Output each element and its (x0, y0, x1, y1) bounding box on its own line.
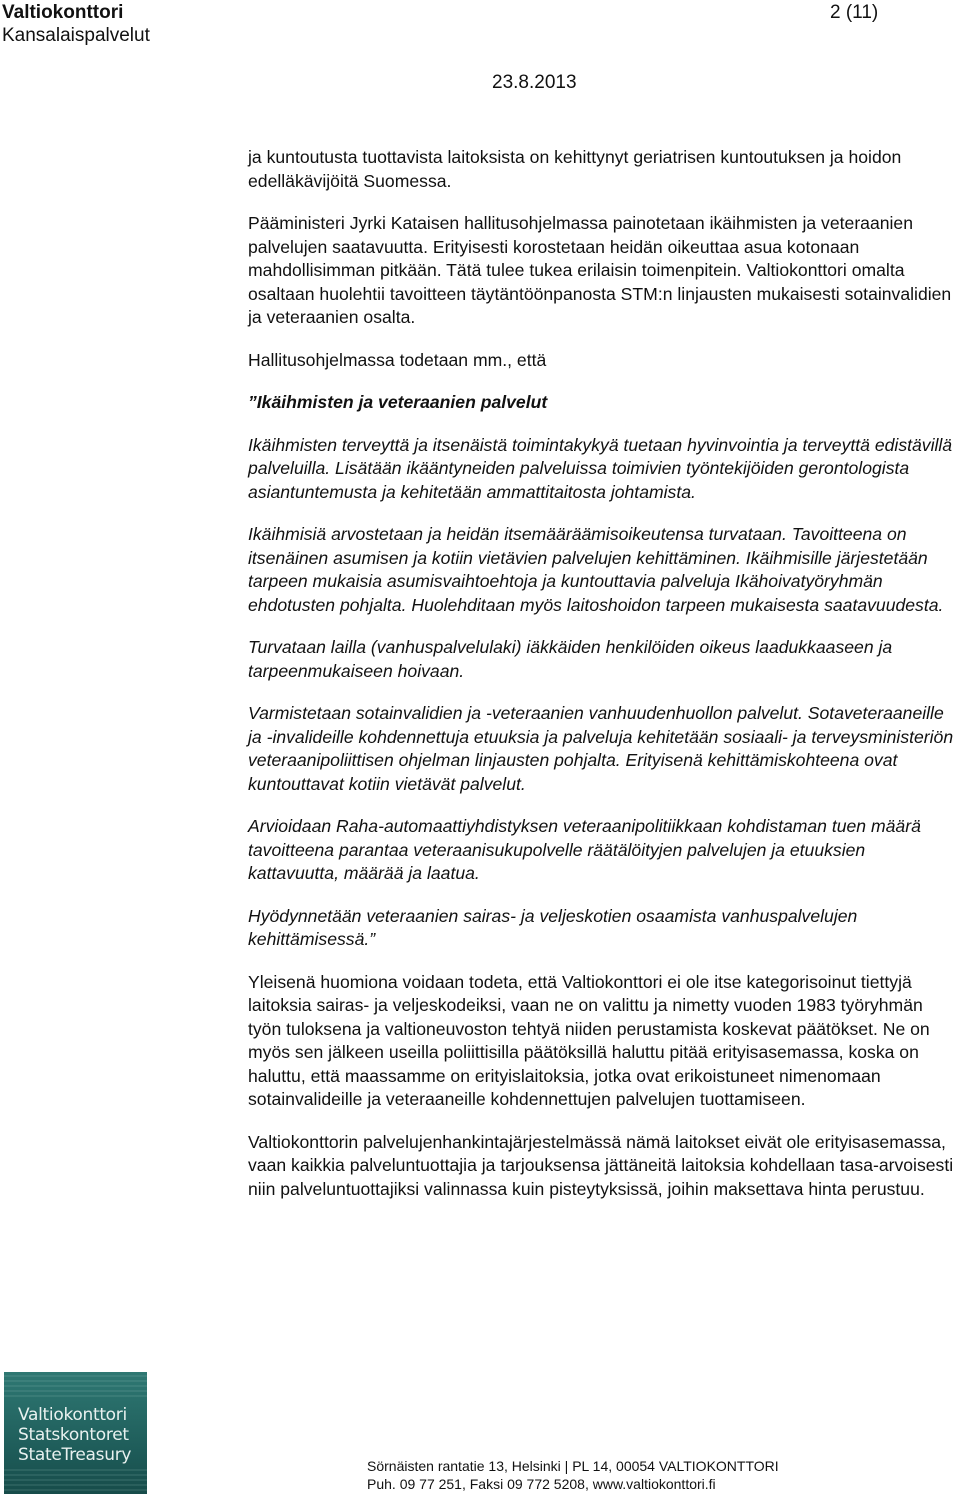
logo-text-line-2: Statskontoret (18, 1425, 129, 1445)
paragraph-government-program: Pääministeri Jyrki Kataisen hallitusohjelmassa painotetaan ikäihmisten ja veteraanien palvelujen saatavuutta. Erityisesti korostetaan heidän oikeuttaa asua kotonaan mahdollisimman pitkään. Tätä tulee tukea erilaisin toimenpitein. Valtiokonttori omalta osaltaan huolehtii tavoitteen täytäntöönpanosta STM:n linjausten mukaisesti sotainvalidien ja veteraanien osalta. (248, 213, 952, 327)
header-department: Kansalaispalvelut (2, 25, 150, 46)
paragraph-program-lead: Hallitusohjelmassa todetaan mm., että (248, 349, 547, 370)
logo-text-line-1: Valtiokonttori (18, 1405, 127, 1425)
document-body (248, 146, 954, 1201)
quote-paragraph-1: Ikäihmisten terveyttä ja itsenäistä toimintakykyä tuetaan hyvinvointia ja terveyttä edistävillä palveluilla. Lisätään ikääntyneiden palveluissa toimivien työntekijöiden gerontologista asiantuntemusta ja kehitetään ammattitaitosta johtamista. (248, 434, 953, 502)
page-number: 2 (11) (830, 2, 879, 23)
document-date: 23.8.2013 (492, 72, 577, 93)
quote-paragraph-4: Varmistetaan sotainvalidien ja -veteraanien vanhuudenhuollon palvelut. Sotaveteraaneille ja -invalideille kohdennettuja etuuksia ja palveluja kehitetään sosiaali- ja terveysministeriön veteraanipoliittisen ohjelman linjausten pohjalta. Erityisenä kehittämiskohteena ovat kuntouttavat kotiin vietävät palvelut. (248, 703, 954, 794)
paragraph-procurement: Valtiokonttorin palvelujenhankintajärjestelmässä nämä laitokset eivät ole erityisasemassa, vaan kaikkia palveluntuottajia ja tarjouksensa jättäneitä laitoksia kohdellaan tasa-arvoisesti niin palveluntuottajiksi valinnassa kuin pisteytyksissä, joihin maksettava hinta perustuu. (248, 1131, 954, 1199)
valtiokonttori-logo (4, 1372, 147, 1494)
quote-heading: ”Ikäihmisten ja veteraanien palvelut (248, 392, 548, 412)
quote-paragraph-6: Hyödynnetään veteraanien sairas- ja veljeskotien osaamista vanhuspalvelujen kehittämisessä.” (248, 905, 858, 949)
paragraph-general-observation: Yleisenä huomiona voidaan todeta, että Valtiokonttori ei ole itse kategorisoinut tiettyjä laitoksia sairas- ja veljeskodeiksi, vaan ne on valittu ja nimetty vuoden 1983 työryhmän työn tuloksena ja valtioneuvoston tehtyä niiden perustamista koskevat päätökset. Ne on myös sen jälkeen useilla poliittisilla päätöksillä haluttu pitää erityisasemassa, koska on haluttu, että maassamme on erityislaitoksia, jotka ovat erikoistuneet nimenomaan sotainvalideille ja veteraaneille kohdennettujen palvelujen tuottamiseen. (248, 971, 930, 1109)
quote-paragraph-2: Ikäihmisiä arvostetaan ja heidän itsemääräämisoikeutensa turvataan. Tavoitteena on itsenäinen asumisen ja kotiin vietävien palvelujen kehittäminen. Ikäihmisille järjestetään tarpeen mukaisia asumisvaihtoehtoja ja kuntouttavia palveluja Ikähoivatyöryhmän ehdotusten pohjalta. Huolehditaan myös laitoshoidon tarpeen mukaisesta saatavuudesta. (248, 524, 944, 615)
footer-address: Sörnäisten rantatie 13, Helsinki | PL 14, 00054 VALTIOKONTTORI (367, 1458, 779, 1474)
header-org: Valtiokonttori (2, 2, 124, 23)
quote-paragraph-3: Turvataan lailla (vanhuspalvelulaki) iäkkäiden henkilöiden oikeus laadukkaaseen ja tarpeenmukaiseen hoivaan. (248, 637, 893, 681)
quote-paragraph-5: Arvioidaan Raha-automaattiyhdistyksen veteraanipolitiikkaan kohdistaman tuen määrä tavoitteena parantaa veteraanisukupolvelle räätälöityjen palvelujen ja etuuksien kattavuutta, määrää ja laatua. (248, 816, 921, 883)
paragraph-intro: ja kuntoutusta tuottavista laitoksista on kehittynyt geriatrisen kuntoutuksen ja hoidon edelläkävijöitä Suomessa. (248, 147, 902, 191)
footer-contact: Puh. 09 77 251, Faksi 09 772 5208, www.valtiokonttori.fi (367, 1476, 716, 1492)
logo-text-line-3: StateTreasury (18, 1445, 132, 1465)
